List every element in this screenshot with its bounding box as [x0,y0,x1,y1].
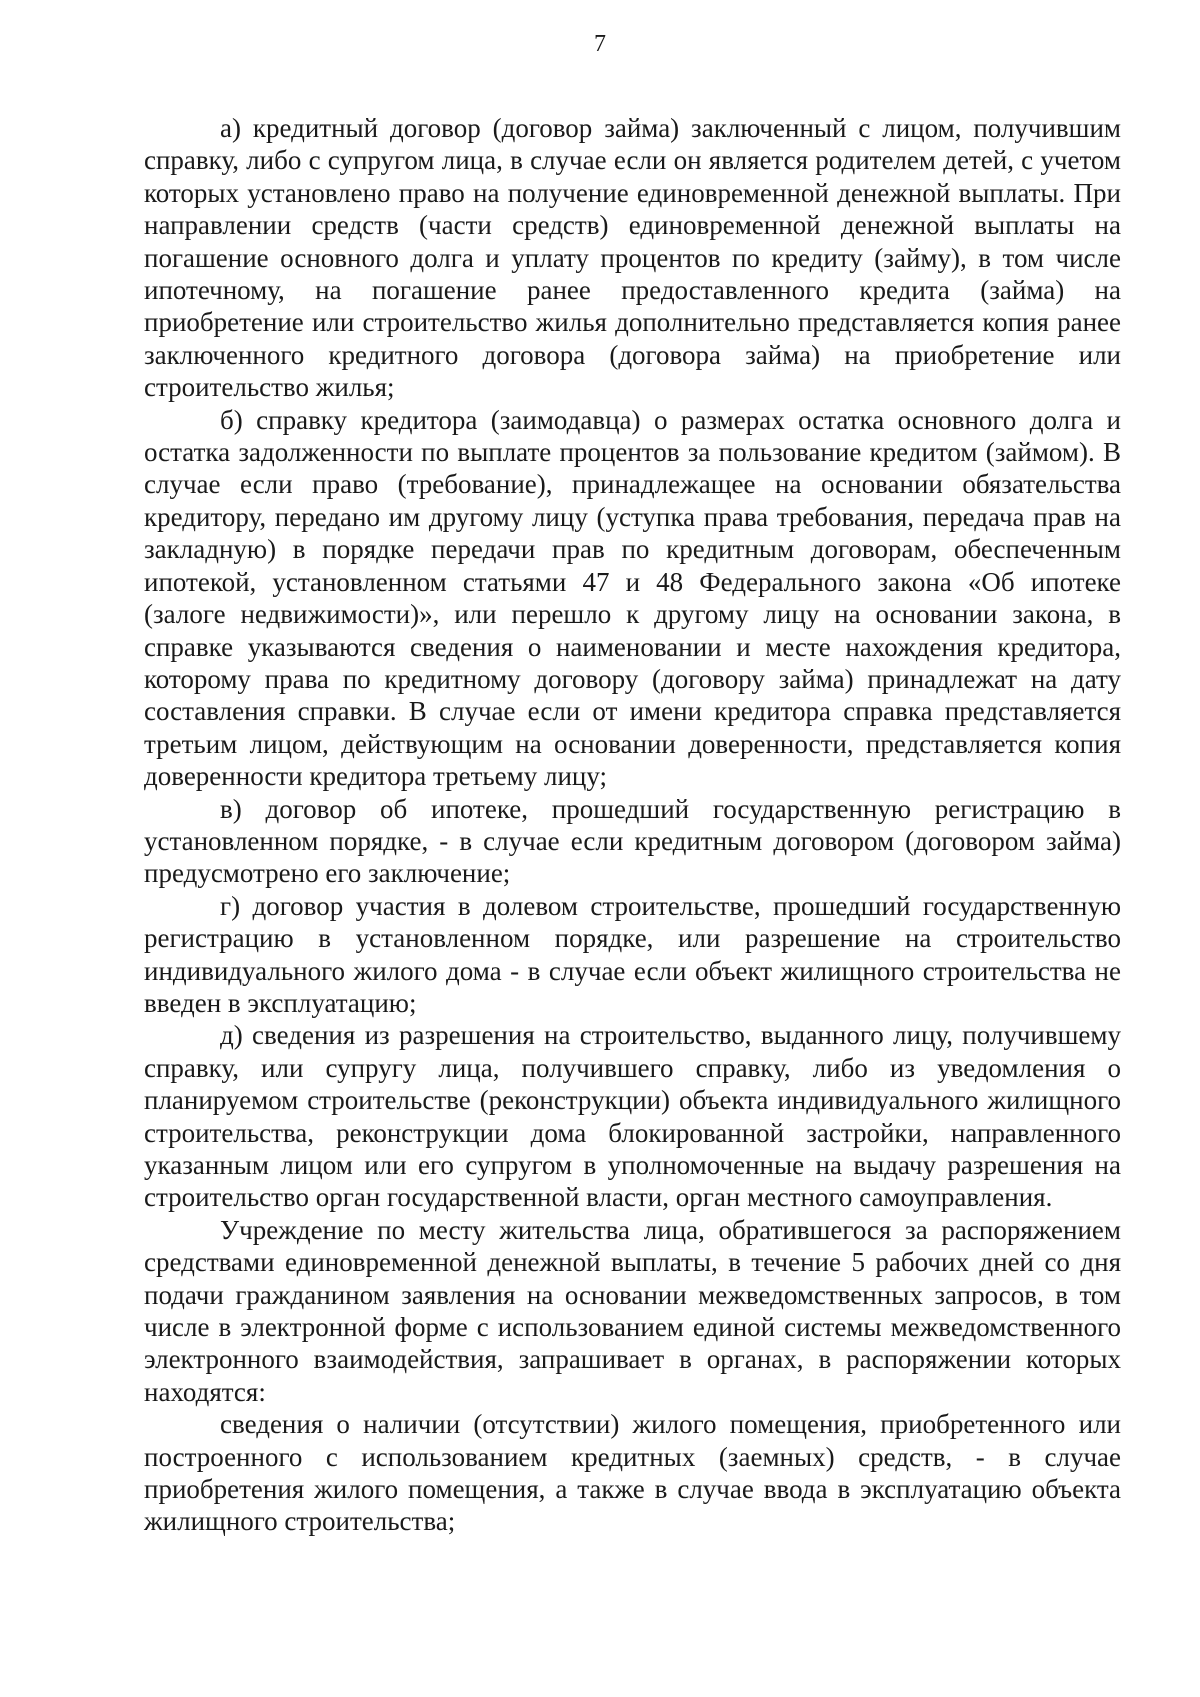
paragraph-b-creditor-certificate: б) справку кредитора (заимодавца) о размерах остатка основного долга и остатка задолженности по выплате процентов за пользование кредитом (займом). В случае если право (требование), принадлежащее на основании обязательства кредитору, передано им другому лицу (уступка права требования, передача прав на закладную) в порядке передачи прав по кредитным договорам, обеспеченным ипотекой, установленном статьями 47 и 48 Федерального закона «Об ипотеке (залоге недвижимости)», или перешло к другому лицу на основании закона, в справке указываются сведения о наименовании и месте нахождения кредитора, которому права по кредитному договору (договору займа) принадлежат на дату составления справки. В случае если от имени кредитора справка представляется третьим лицом, действующим на основании доверенности, представляется копия доверенности кредитора третьему лицу; [144,404,1121,792]
page-number: 7 [594,31,606,57]
document-body [144,112,1121,1538]
paragraph-g-shared-construction: г) договор участия в долевом строительстве, прошедший государственную регистрацию в установленном порядке, или разрешение на строительство индивидуального жилого дома - в случае если объект жилищного строительства не введен в эксплуатацию; [144,890,1121,1018]
paragraph-v-mortgage-agreement: в) договор об ипотеке, прошедший государственную регистрацию в установленном порядке, - в случае если кредитным договором (договором займа) предусмотрено его заключение; [144,793,1121,889]
paragraph-a-loan-agreement: а) кредитный договор (договор займа) заключенный с лицом, получившим справку, либо с супругом лица, в случае если он является родителем детей, с учетом которых установлено право на получение единовременной денежной выплаты. При направлении средств (части средств) единовременной денежной выплаты на погашение основного долга и уплату процентов по кредиту (займу), в том числе ипотечному, на погашение ранее предоставленного кредита (займа) на приобретение или строительство жилья дополнительно представляется копия ранее заключенного кредитного договора (договора займа) на приобретение или строительство жилья; [144,113,1121,403]
paragraph-d-construction-permit: д) сведения из разрешения на строительство, выданного лицу, получившему справку, или супругу лица, получившего справку, либо из уведомления о планируемом строительстве (реконструкции) объекта индивидуального жилищного строительства, реконструкции дома блокированной застройки, направленного указанным лицом или его супругом в уполномоченные на выдачу разрешения на строительство орган государственной власти, орган местного самоуправления. [144,1020,1121,1213]
paragraph-institution-requests: Учреждение по месту жительства лица, обратившегося за распоряжением средствами единовременной денежной выплаты, в течение 5 рабочих дней со дня подачи гражданином заявления на основании межведомственных запросов, в том числе в электронной форме с использованием единой системы межведомственного электронного взаимодействия, запрашивает в органах, в распоряжении которых находятся: [144,1214,1121,1407]
paragraph-housing-information: сведения о наличии (отсутствии) жилого помещения, приобретенного или построенного с использованием кредитных (заемных) средств, - в случае приобретения жилого помещения, а также в случае ввода в эксплуатацию объекта жилищного строительства; [144,1409,1121,1537]
